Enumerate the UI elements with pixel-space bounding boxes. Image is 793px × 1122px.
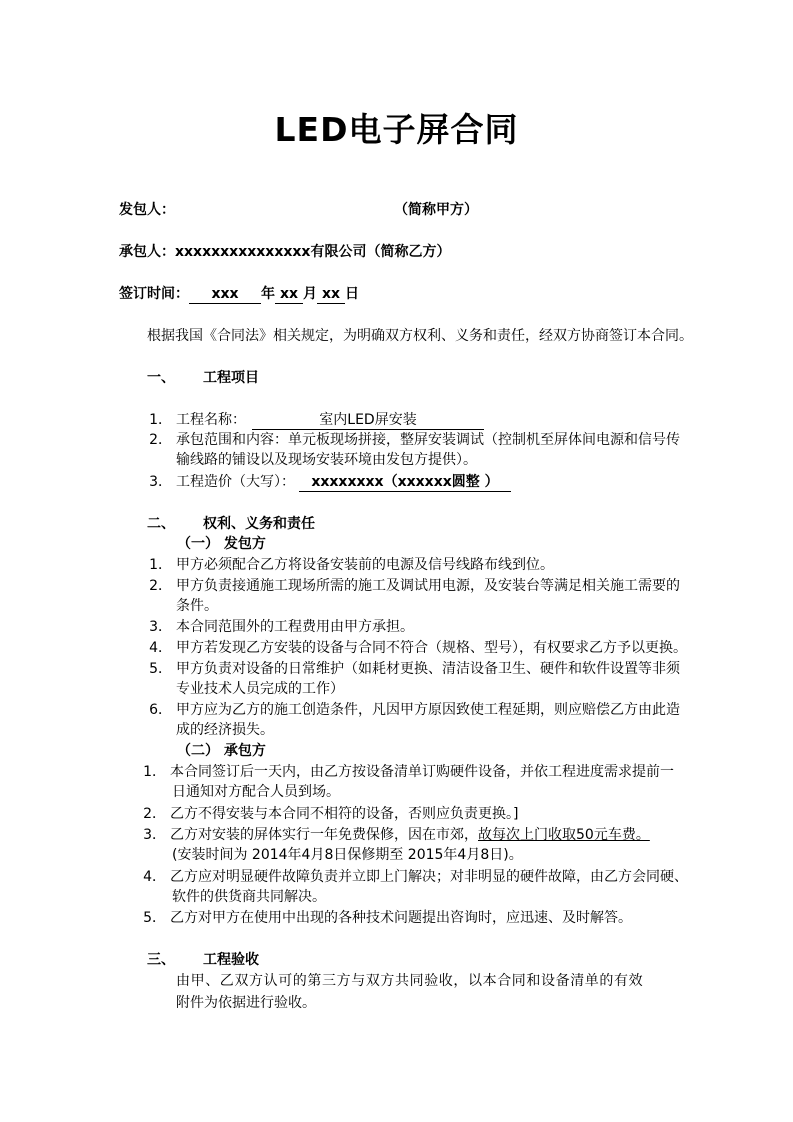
item-number: 6． <box>149 702 172 718</box>
b-item-1-cont: 日通知对方配合人员到场。 <box>172 784 340 800</box>
section2-heading <box>147 514 315 534</box>
item-number: 3． <box>143 827 166 843</box>
item-text: 承包范围和内容：单元板现场拼接，整屏安装调试（控制机至屏体间电源和信号传 <box>176 432 680 448</box>
item-text: 甲方必须配合乙方将设备安装前的电源及信号线路布线到位。 <box>176 557 554 573</box>
section1-num: 一、 <box>147 370 175 386</box>
item-number: 5． <box>143 910 166 926</box>
section2-title: 权利、义务和责任 <box>203 516 315 532</box>
issuer-note: （简称甲方） <box>394 202 478 218</box>
project-name-label: 工程名称： <box>176 412 246 428</box>
s1-item-3 <box>146 472 511 492</box>
intro-paragraph: 根据我国《合同法》相关规定，为明确双方权利、义务和责任，经双方协商签订本合同。 <box>147 328 693 344</box>
a-item-5 <box>146 659 680 679</box>
b-item-2 <box>140 804 518 824</box>
issuer-row <box>119 200 175 220</box>
b-item-3-cont: (安装时间为 2014年4月8日保修期至 2015年4月8日)。 <box>172 847 523 863</box>
section3-num: 三、 <box>147 952 175 968</box>
date-year: xxx <box>189 286 261 304</box>
a-item-2-cont: 条件。 <box>176 598 218 614</box>
cost-label: 工程造价（大写）： <box>176 474 295 490</box>
section3-heading <box>147 950 259 970</box>
b-item-4-cont: 软件的供货商共同解决。 <box>172 889 326 905</box>
item-number: 3． <box>149 474 172 490</box>
date-row <box>119 284 359 304</box>
a-item-3 <box>146 617 414 637</box>
year-char: 年 <box>261 286 275 302</box>
s1-item-2-cont: 输线路的铺设以及现场安装环境由发包方提供）。 <box>176 452 477 468</box>
item-text: 甲方负责接通施工现场所需的施工及调试用电源，及安装台等满足相关施工需要的 <box>176 578 680 594</box>
item-text: 甲方应为乙方的施工创造条件，凡因甲方原因致使工程延期，则应赔偿乙方由此造 <box>176 702 680 718</box>
contractor-name: xxxxxxxxxxxxxxx有限公司（简称乙方） <box>175 244 451 260</box>
s1-item-2 <box>146 430 680 450</box>
a-item-6 <box>146 700 680 720</box>
item-number: 2． <box>149 432 172 448</box>
section1-heading <box>147 368 259 388</box>
item-number: 2． <box>149 578 172 594</box>
item-number: 1． <box>149 557 172 573</box>
item-text: 乙方对安装的屏体实行一年免费保修，因在市郊， <box>170 827 478 843</box>
page-title: LED电子屏合同 <box>274 110 519 149</box>
date-day: xx <box>317 286 345 304</box>
a-item-2 <box>146 576 680 596</box>
item-text: 本合同范围外的工程费用由甲方承担。 <box>176 619 414 635</box>
contractor-row <box>119 242 450 262</box>
month-char: 月 <box>303 286 317 302</box>
b-item-4 <box>140 867 688 887</box>
item-text: 甲方负责对设备的日常维护（如耗材更换、清洁设备卫生、硬件和软件设置等非须 <box>176 661 680 677</box>
b-item-1 <box>140 762 674 782</box>
item-text: 乙方应对明显硬件故障负责并立即上门解决；对非明显的硬件故障，由乙方会同硬、 <box>170 869 688 885</box>
day-char: 日 <box>345 286 359 302</box>
item-text: 本合同签订后一天内，由乙方按设备清单订购硬件设备，并依工程进度需求提前一 <box>170 764 674 780</box>
fee-note: 故每次上门收取50元车费。 <box>478 827 650 843</box>
item-number: 1． <box>149 412 172 428</box>
a-item-4 <box>146 638 687 658</box>
b-item-3 <box>140 825 650 845</box>
item-text: 甲方若发现乙方安装的设备与合同不符合（规格、型号），有权要求乙方予以更换。 <box>176 640 687 656</box>
a-item-6-cont: 成的经济损失。 <box>176 722 274 738</box>
section2-num: 二、 <box>147 516 175 532</box>
party-a-subheading: （一） 发包方 <box>177 536 266 552</box>
item-number: 1． <box>143 764 166 780</box>
item-number: 4． <box>149 640 172 656</box>
item-number: 3． <box>149 619 172 635</box>
cost-value: xxxxxxxx（xxxxxx圆整 ） <box>299 474 511 492</box>
date-label: 签订时间： <box>119 286 189 302</box>
a-item-1 <box>146 555 554 575</box>
issuer-label: 发包人： <box>119 202 175 218</box>
a-item-5-cont: 专业技术人员完成的工作） <box>176 681 344 697</box>
section1-title: 工程项目 <box>203 370 259 386</box>
item-text: 乙方对甲方在使用中出现的各种技术问题提出咨询时，应迅速、及时解答。 <box>170 910 632 926</box>
party-b-subheading: （二） 承包方 <box>177 743 266 759</box>
b-item-5 <box>140 908 632 928</box>
section3-line1: 由甲、乙双方认可的第三方与双方共同验收，以本合同和设备清单的有效 <box>176 973 644 989</box>
date-month: xx <box>275 286 303 304</box>
item-number: 4． <box>143 869 166 885</box>
item-number: 5． <box>149 661 172 677</box>
item-text: 乙方不得安装与本合同不相符的设备，否则应负责更换。] <box>170 806 519 822</box>
section3-line2: 附件为依据进行验收。 <box>176 995 316 1011</box>
s1-item-1 <box>146 410 484 430</box>
contractor-label: 承包人： <box>119 244 175 260</box>
section3-title: 工程验收 <box>203 952 259 968</box>
item-number: 2． <box>143 806 166 822</box>
project-name-value: 室内LED屏安装 <box>252 412 484 430</box>
